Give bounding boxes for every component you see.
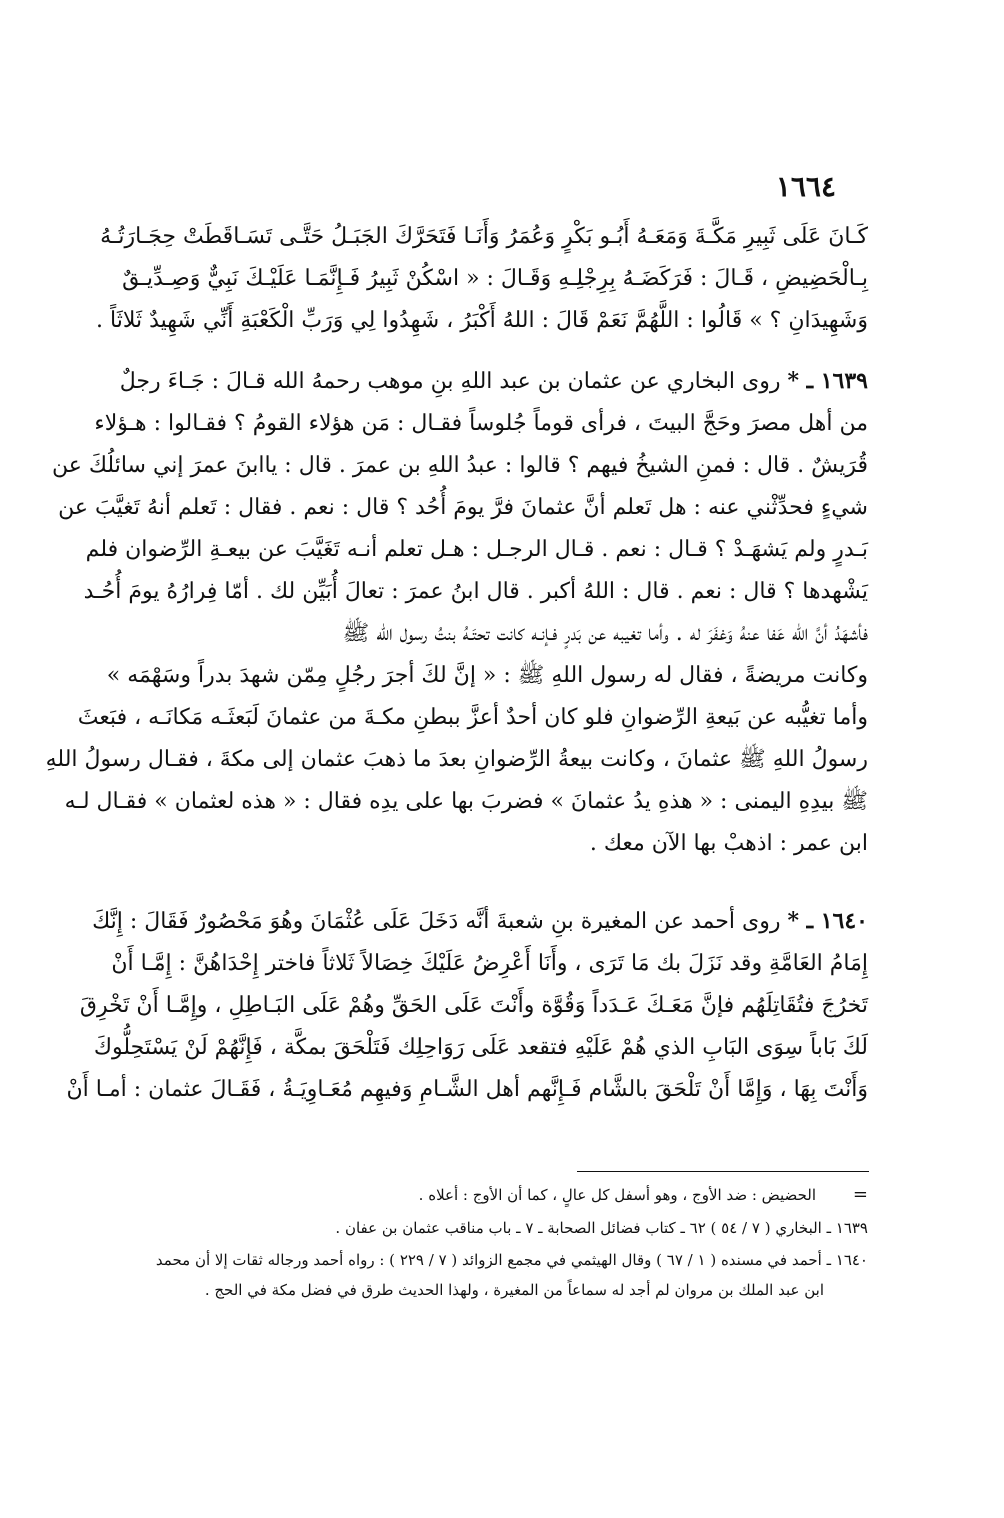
hadith-number: ١٦٤٠ ـ *	[787, 908, 868, 934]
text-line: شيءٍ فحدِّثْني عنه : هل تَعلم أنَّ عثمانَ فرَّ يومَ أُحُد ؟ قال : نعم . فقال : تَعلم أنهُ تَغيَّبَ عن	[58, 495, 868, 520]
page-number: ١٦٦٤	[775, 170, 836, 203]
text-line: بَـدرٍ ولم يَشهَـدْ ؟ قـال : نعم . قـال الرجـل : هـل تعلم أنـه تَغَيَّبَ عن بيعـةِ الرِّضوان فلم	[85, 537, 868, 562]
text-line: لَكَ بَاباً سِوَى البَابِ الذي هُمْ عَلَيْهِ فتقعد عَلَى رَوَاحِلِك فَتَلْحَقَ بمكَّة ، فَإِنَّهُمْ لَنْ يَسْتَحِلُّوكَ	[93, 1035, 868, 1060]
text-line: رسولُ اللهِ ﷺ عثمانَ ، وكانت بيعةُ الرِّضوانِ بعدَ ما ذهبَ عثمان إلى مكةَ ، فقـال رسولُ اللهِ	[45, 747, 868, 772]
text-line: وكانت مريضةً ، فقال له رسول اللهِ ﷺ : « إنَّ لكَ أجرَ رجُلٍ مِمّن شهدَ بدراً وسَهْمَه »	[106, 663, 868, 688]
text-line: قُرَيشٌ . قال : فمنِ الشيخُ فيهم ؟ قالوا : عبدُ اللهِ بن عمرَ . قال : ياابنَ عمرَ إني سائلُكَ عن	[52, 453, 868, 478]
text-line: وأما تغيُّبه عن بَيعةِ الرِّضوانِ فلو كان أحدٌ أعزَّ ببطنِ مكـةَ من عثمانَ لَبَعثَـه مَكانَـه ، فبَعثَ	[77, 705, 868, 730]
text-line-content: روى أحمد عن المغيرة بنِ شعبةَ أنَّه دَخَلَ عَلَى عُثْمَانَ وهُوَ مَحْصُورٌ فَقَالَ : إِنَّكَ	[92, 909, 781, 934]
footnote-1640	[122, 1245, 868, 1305]
text-line: من أهل مصرَ وحَجَّ البيتَ ، فرأى قوماً جُلوساً فقـال : مَن هؤلاء القومُ ؟ فقـالوا : هـؤلاء	[94, 411, 868, 436]
hadith-number: ١٦٣٩ ـ *	[787, 368, 868, 394]
text-line	[92, 900, 868, 943]
text-line-content: روى البخاري عن عثمان بن عبد اللهِ بنِ موهب رحمهُ الله قـالَ : جَـاءَ رجلٌ	[119, 369, 781, 394]
paragraph-continuation	[96, 216, 868, 342]
text-line: فأشهَدُ أنَّ الله عَفا عنهُ وَغفَرَ له . وأما تغيبه عن بَدرٍ فـإنـه كانت تحتَـهُ بنتُ رسول الله ﷺ	[342, 621, 868, 646]
footnote-line: ١٦٤٠ ـ أحمد في مسنده ( ١ / ٦٧ ) وقال الهيثمي في مجمع الزوائد ( ٧ / ٢٢٩ ) : رواه أحمد ورجاله ثقات إلا أن محمد	[155, 1251, 868, 1269]
footnote-continuation-mark: =	[852, 1184, 868, 1205]
text-line: وَأَنْتَ بِهَا ، وَإِمَّا أَنْ تَلْحَقَ بالشَّام فَـإِنَّهم أهل الشَّـامِ وَفيهِم مُعَـاوِيَـةُ ، فَقَـالَ عثمان : أمـا أَنْ	[66, 1077, 868, 1102]
hadith-1639	[45, 360, 868, 865]
footnote-1639	[122, 1213, 868, 1243]
text-line: كَـانَ عَلَى ثَبِيرِ مَكَّـةَ وَمَعَـهُ أَبُـو بَكْرٍ وَعُمَرُ وَأَنَـا فَتَحَرَّكَ الجَبَـلُ حَتَّـى تَسَـاقَطَتْ حِجَـارَتُـهُ	[100, 224, 868, 249]
text-line: بِـالْحَضِيضِ ، قَـالَ : فَرَكَضَـهُ بِرِجْلِـهِ وَقَـالَ : « اسْكُنْ ثَبِيرُ فَـإِنَّمَـا عَلَيْـكَ نَبِيٌّ وَصِـدِّيـقٌ	[122, 266, 868, 291]
footnote-line: ابن عبد الملك بن مروان لم أجد له سماعاً من المغيرة ، ولهذا الحديث طرق في فضل مكة في الحج .	[204, 1281, 824, 1299]
text-line: ﷺ بيدِهِ اليمنى : « هذهِ يدُ عثمانَ » فضربَ بها على يدِه فقال : « هذه لعثمان » فقـال لـه	[64, 789, 868, 814]
text-line: إِمَامُ العَامَّةِ وقد نَزَلَ بك مَا تَرَى ، وأَنَا أَعْرِضُ عَلَيْكَ خِصَالاً ثَلاثاً فاختر إِحْدَاهُنَّ : إِمَّـا أَنْ	[111, 951, 868, 976]
hadith-1640	[66, 900, 868, 1111]
footnote-divider	[577, 1171, 869, 1172]
footnote-glossary	[122, 1180, 868, 1210]
text-line: يَشْهدها ؟ قال : نعم . قال : اللهُ أكبر . قال ابنُ عمرَ : تعالَ أُبَيِّن لك . أمّا فِرارُهُ يومَ أُحُـد	[83, 579, 868, 604]
footnote-line: الحضيض : ضد الأوج ، وهو أسفل كل عالٍ ، كما أن الأوج : أعلاه .	[418, 1186, 816, 1204]
text-line: ابن عمر : اذهبْ بها الآن معك .	[589, 831, 868, 856]
text-line: وَشَهِيدَانِ ؟ » قَالُوا : اللَّهُمَّ نَعَمْ قَالَ : اللهُ أَكْبَرُ ، شَهِدُوا لِي وَرَبِّ الْكَعْبَةِ أَنِّي شَهِيدٌ ثَلاثَاً .	[96, 308, 868, 333]
footnote-line: ١٦٣٩ ـ البخاري ( ٧ / ٥٤ ) ٦٢ ـ كتاب فضائل الصحابة ـ ٧ ـ باب مناقب عثمان بن عفان .	[335, 1219, 868, 1237]
text-line: تَخرُجَ فتُقَاتِلَهُم فإنَّ مَعَـكَ عَـدَداً وَقُوَّة وأَنْتَ عَلَى الحَقِّ وهُمْ عَلَى البَـاطِلِ ، وإِمَّـا أَنْ تَخْرِقَ	[79, 993, 868, 1018]
text-line	[119, 360, 868, 403]
